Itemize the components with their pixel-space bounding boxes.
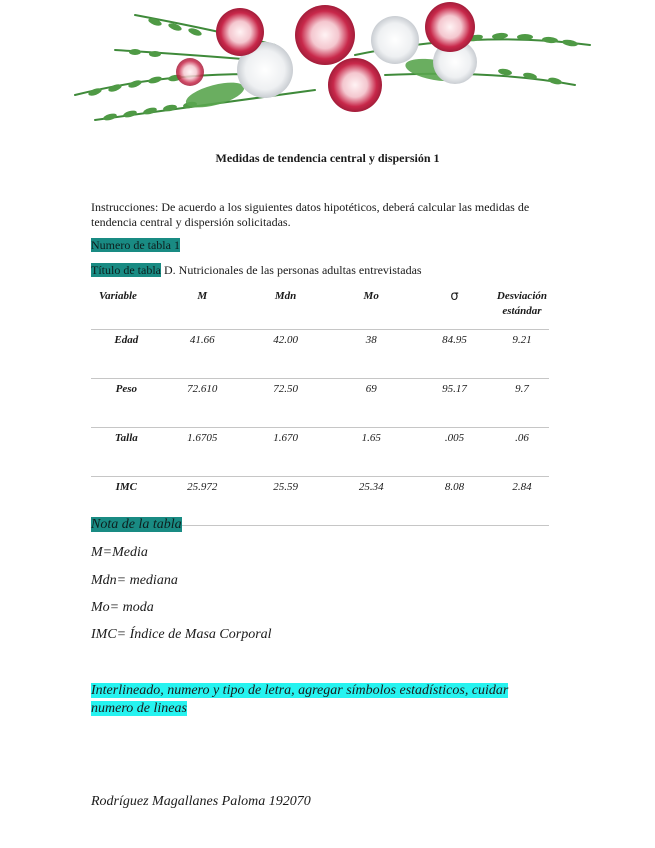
note-imc: IMC= Índice de Masa Corporal (91, 627, 272, 642)
header-sigma (414, 286, 495, 330)
cell-sigma: 8.08 (414, 477, 495, 526)
document-title: Medidas de tendencia central y dispersión 1 (215, 151, 440, 165)
cell-sigma: 95.17 (414, 379, 495, 428)
table-title-text: D. Nutricionales de las personas adultas entrevistadas (160, 263, 422, 277)
cell-sigma: .005 (414, 428, 495, 477)
author-line: Rodríguez Magallanes Paloma 192070 (91, 794, 311, 809)
table-header-row (91, 286, 549, 330)
cell-mode: 25.34 (328, 477, 414, 526)
flower-banner-image (55, 0, 595, 135)
header-mode: Mo (328, 286, 414, 330)
note-mode: Mo= moda (91, 600, 154, 615)
header-mean: M (162, 286, 243, 330)
table-row (91, 379, 549, 428)
table-title-highlight: Título de tabla (91, 263, 161, 277)
table-row (91, 428, 549, 477)
table-row (91, 330, 549, 379)
table-note-label: Nota de la tabla (91, 517, 182, 532)
statistics-table (91, 286, 549, 526)
cell-mode: 1.65 (328, 428, 414, 477)
note-median: Mdn= mediana (91, 573, 178, 588)
header-variable: Variable (91, 286, 162, 330)
note-mean: M=Media (91, 545, 148, 560)
cell-std-dev: 9.21 (495, 330, 549, 379)
formatting-instruction (91, 682, 551, 718)
header-median: Mdn (243, 286, 329, 330)
cell-std-dev: .06 (495, 428, 549, 477)
cell-mean: 41.66 (162, 330, 243, 379)
cell-mode: 69 (328, 379, 414, 428)
cell-mean: 25.972 (162, 477, 243, 526)
row-label: Edad (91, 330, 162, 379)
cell-std-dev: 9.7 (495, 379, 549, 428)
cell-sigma: 84.95 (414, 330, 495, 379)
formatting-instruction-text: Interlineado, numero y tipo de letra, agregar símbolos estadísticos, cuidar numero de lineas (91, 683, 509, 716)
cell-mean: 72.610 (162, 379, 243, 428)
table-title (91, 263, 422, 278)
cell-mean: 1.6705 (162, 428, 243, 477)
cell-median: 25.59 (243, 477, 329, 526)
cell-median: 72.50 (243, 379, 329, 428)
header-std-dev: Desviación estándar (495, 286, 549, 330)
cell-mode: 38 (328, 330, 414, 379)
cell-median: 42.00 (243, 330, 329, 379)
table-number-label: Numero de tabla 1 (91, 238, 180, 252)
row-label: Peso (91, 379, 162, 428)
cell-std-dev: 2.84 (495, 477, 549, 526)
instructions-paragraph: Instrucciones: De acuerdo a los siguientes datos hipotéticos, deberá calcular las medidas de tendencia central y dispersión solicitadas. (91, 200, 530, 229)
table-number (91, 238, 180, 253)
row-label: IMC (91, 477, 162, 526)
row-label: Talla (91, 428, 162, 477)
sigma-symbol: σ (450, 289, 459, 304)
cell-median: 1.670 (243, 428, 329, 477)
table-note-title (91, 517, 182, 533)
